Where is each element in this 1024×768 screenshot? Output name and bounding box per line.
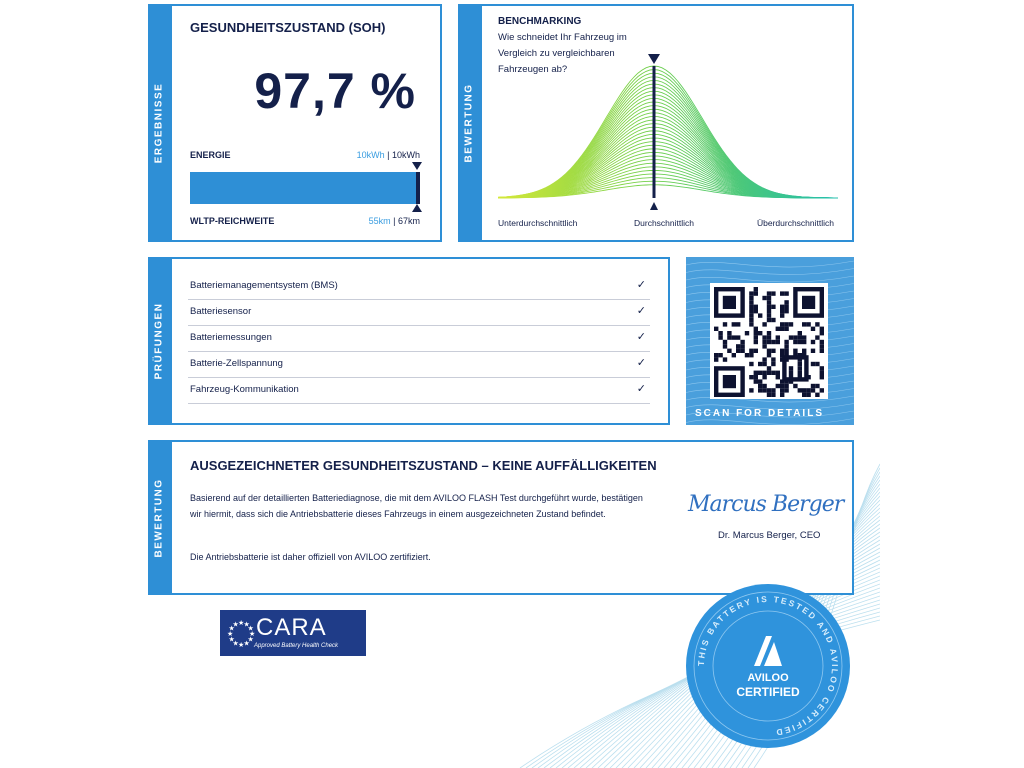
seal-brand: AVILOO: [747, 672, 789, 684]
svg-text:★: ★: [249, 630, 256, 638]
section-bar-checks: [148, 257, 170, 425]
check-label: Fahrzeug-Kommunikation: [190, 384, 299, 395]
energy-values: [357, 150, 420, 160]
signature: Marcus Berger: [688, 492, 844, 517]
seal-ring-text: THIS BATTERY IS TESTED AND AVILOO CERTIFIED: [695, 593, 841, 738]
section-label-rating-bottom: BEWERTUNG: [153, 477, 165, 558]
svg-text:★: ★: [228, 635, 235, 644]
svg-text:★: ★: [232, 639, 239, 648]
check-label: Batteriesensor: [190, 306, 252, 317]
section-bar-results: [148, 4, 170, 242]
qr-panel[interactable]: [686, 257, 854, 425]
svg-text:★: ★: [243, 639, 250, 648]
qr-scan-label: SCAN FOR DETAILS: [694, 408, 824, 419]
check-row: [188, 299, 650, 326]
energy-bar: [190, 172, 420, 204]
check-icon: ✓: [636, 305, 646, 317]
energy-nominal: 10kWh: [391, 150, 420, 160]
check-label: Batteriemanagementsystem (BMS): [190, 280, 338, 291]
section-label-rating-top: BEWERTUNG: [463, 83, 475, 163]
soh-title: GESUNDHEITSZUSTAND (SOH): [190, 20, 386, 35]
svg-text:★: ★: [247, 635, 254, 644]
triangle-up-icon: [648, 202, 660, 210]
benchmark-bell-curve: [498, 50, 838, 210]
energy-label: ENERGIE: [190, 150, 231, 160]
svg-text:★: ★: [238, 619, 245, 627]
benchmark-card: [480, 4, 854, 242]
svg-text:★: ★: [238, 641, 245, 648]
triangle-up-icon: [412, 204, 422, 212]
checks-card: [170, 257, 670, 425]
soh-value: 97,7 %: [254, 63, 416, 119]
eu-stars-icon: [226, 618, 256, 648]
soh-card: [170, 4, 442, 242]
range-separator: |: [390, 216, 398, 226]
verdict-card: [170, 440, 854, 595]
triangle-down-icon: [412, 162, 422, 170]
signer-name: Dr. Marcus Berger, CEO: [718, 530, 821, 541]
svg-text:★: ★: [232, 620, 239, 629]
section-label-results: ERGEBNISSE: [153, 82, 165, 164]
range-values: [369, 216, 420, 226]
check-row: [188, 351, 650, 378]
check-icon: ✓: [636, 331, 646, 343]
cara-subtitle: Approved Battery Health Check: [254, 643, 339, 649]
check-label: Batteriemessungen: [190, 332, 272, 343]
range-label: WLTP-REICHWEITE: [190, 216, 275, 226]
check-icon: ✓: [636, 383, 646, 395]
cara-wordmark: CARA: [256, 614, 327, 641]
check-label: Batterie-Zellspannung: [190, 358, 283, 369]
benchmark-label-below: Unterdurchschnittlich: [498, 218, 578, 228]
benchmark-question: Wie schneidet Ihr Fahrzeug im Vergleich zu vergleichbaren Fahrzeugen ab?: [498, 32, 627, 75]
check-row: [188, 325, 650, 352]
benchmark-title: BENCHMARKING: [498, 16, 582, 27]
verdict-body: Basierend auf der detaillierten Batteriediagnose, die mit dem AVILOO FLASH Test durchgeführt wurde, bestätigen wir hiermit, dass sich die Antriebsbatterie dieses Fahrzeugs in einem ausgezeichneten Zustand befindet.: [190, 493, 643, 519]
energy-actual: 10kWh: [356, 150, 385, 160]
section-label-checks: PRÜFUNGEN: [153, 302, 165, 380]
check-icon: ✓: [636, 279, 646, 291]
check-icon: ✓: [636, 357, 646, 369]
triangle-down-icon: [648, 54, 660, 64]
qr-code-icon[interactable]: [710, 283, 828, 399]
energy-marker: [416, 172, 420, 204]
check-row: [188, 377, 650, 404]
benchmark-label-average: Durchschnittlich: [634, 218, 694, 228]
svg-text:★: ★: [228, 624, 235, 633]
verdict-title: AUSGEZEICHNETER GESUNDHEITSZUSTAND – KEINE AUFFÄLLIGKEITEN: [190, 458, 657, 473]
section-bar-rating-top: [458, 4, 480, 242]
svg-text:★: ★: [247, 624, 254, 633]
range-actual: 55km: [368, 216, 391, 226]
energy-separator: |: [384, 150, 392, 160]
verdict-certified: Die Antriebsbatterie ist daher offiziell von AVILOO zertifiziert.: [190, 552, 431, 562]
range-nominal: 67km: [397, 216, 420, 226]
cara-badge: [220, 610, 366, 656]
benchmark-label-above: Überdurchschnittlich: [756, 218, 834, 228]
check-row: [188, 273, 650, 300]
seal-status: CERTIFIED: [736, 685, 800, 699]
section-bar-rating-bottom: [148, 440, 170, 595]
aviloo-certified-seal: [684, 582, 852, 750]
svg-text:★: ★: [227, 630, 234, 638]
svg-text:★: ★: [243, 620, 250, 629]
